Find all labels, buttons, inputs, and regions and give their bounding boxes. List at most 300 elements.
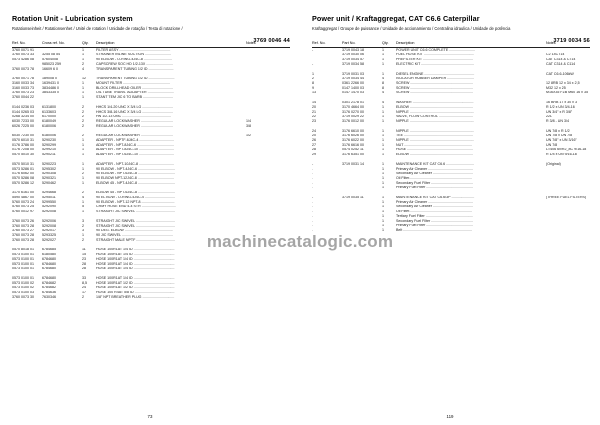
cell-description: NIPPLE ................................................................ (396, 119, 474, 123)
cell-part-no: 3760 0073 23 (12, 90, 34, 95)
cell-notes: C2 14CT14 (546, 52, 565, 57)
cell-description: SCREW ............................................................... (396, 86, 474, 90)
cell-part-no: 0361 2266 00 (342, 81, 364, 85)
cell-part-no: 0176 7208 00 (12, 147, 34, 152)
cell-qty: 1 (82, 233, 84, 237)
left-page-number: 73 (147, 414, 153, 419)
cell-cross-ref-no: 985023 259 (42, 62, 61, 66)
right-page (300, 0, 600, 425)
cell-description: ADAPTER - NPTF-6J4C-4 ................................... (96, 138, 175, 143)
cell-part-no: 5760 0073 24 (12, 200, 34, 204)
cell-qty: 1 (382, 167, 384, 171)
cell-cross-ref-no: 5299550 (42, 200, 56, 204)
cell-qty: 2 (82, 133, 84, 138)
cell-part-no: 3719 0031 03 (342, 72, 364, 76)
cell-part-no: 3760 0073 78 (12, 66, 34, 71)
left-parts-table-body (12, 48, 290, 300)
cell-part-no: 0573 0100 03 (12, 290, 34, 295)
cell-qty: 3 (82, 228, 84, 233)
cell-qty: 1 (382, 138, 384, 143)
cell-qty: 2 (82, 109, 84, 114)
cell-ref-no: 20 (312, 105, 316, 109)
cell-notes: 3/8 (246, 124, 251, 128)
cell-cross-ref-no: 3255 08 54 (42, 52, 60, 57)
cell-ref-no: . (312, 214, 313, 218)
cell-description: Primary Fuel Filter ............................................... (396, 223, 474, 228)
cell-ref-no: 8 (312, 81, 314, 85)
cell-notes: UN 7/8 x UN 7/8 (546, 133, 573, 138)
cell-qty: 24 (82, 285, 86, 290)
cell-notes: (Original) (546, 162, 561, 166)
cell-description: Secondary Fuel Filter .......................................... (396, 218, 474, 223)
cell-description: 90 ELBOW - NPT-4J4C-6 ..................................... (96, 167, 175, 171)
column-header-notes: Notes (246, 42, 290, 48)
cell-description: NIPPLE ................................................................ (396, 109, 474, 114)
cell-qty: 1 (382, 57, 384, 62)
cell-qty: 5 (82, 204, 84, 209)
cell-description: SCREW ............................................................... (396, 90, 474, 95)
cell-description: STRAIGHT JIC SWIVEL ....................................... (96, 224, 175, 228)
cell-qty: 1 (82, 81, 84, 85)
cell-cross-ref-no: 5290211 (42, 152, 56, 157)
cell-part-no: 0147 1470 03 (342, 90, 364, 95)
cell-cross-ref-no: 5290230 (42, 138, 56, 143)
right-page-title: Power unit / Kraftaggregat, CAT C6.6 Caterpillar (312, 14, 480, 23)
cell-cross-ref-no: 3843335 0 (42, 90, 59, 95)
cell-part-no: 5760 0073 25 (12, 204, 34, 209)
column-header-part-no: Cross ref. No. (42, 42, 82, 48)
cell-ref-no: 14 (312, 100, 316, 105)
cell-description: Oil Filter............................................................... (396, 176, 473, 180)
cell-part-no: 0570 6010 31 (12, 138, 34, 143)
cell-description: PREFILTER KIT .................................................. (396, 57, 473, 62)
cell-part-no: 6030 7230 00 (12, 133, 34, 138)
left-page-subtitle-2 (12, 32, 290, 37)
cell-ref-no: . (312, 228, 313, 232)
cell-cross-ref-no: 6133603 (42, 109, 56, 114)
cell-description: HHCS 3/8-16 UNC X 3/4 LG ............................... (96, 109, 174, 114)
table-row (12, 124, 290, 129)
cell-qty: 1 (82, 176, 84, 180)
cell-description: SCREW ............................................................... (396, 81, 474, 85)
cell-description: ELBOW 45 - NPT-6J4C-8 ..................................... (96, 190, 175, 195)
cell-qty: 1 (82, 95, 84, 100)
cell-part-no: 0147 1400 03 (342, 86, 364, 90)
cell-description: Belt ..................................................................... (396, 228, 473, 232)
cell-ref-no: 26 (312, 138, 316, 143)
left-parts-table (12, 42, 290, 300)
cell-qty: 1 (82, 167, 84, 171)
left-page-title: Rotation Unit - Lubrication system (12, 14, 133, 23)
cell-ref-no: . (312, 223, 313, 228)
cell-part-no: 0573 0100 01 (12, 276, 34, 280)
cell-description: 90 ELBOW - O-RING-4J4C-8 ............................ (96, 57, 172, 62)
cell-description: FILTER ASSY ................................................... (96, 47, 171, 52)
cell-description: HOSE 100R1AT 1/4 ID ......................................... (96, 266, 175, 271)
cell-part-no: 3760 0044 22 (12, 95, 34, 100)
cell-part-no: 3176 6026 00 (342, 133, 364, 138)
cell-description: STRAIGHT MALE NPTF ....................................... (96, 238, 176, 242)
cell-description: ELBOW ............................................................... (396, 152, 473, 157)
cell-cross-ref-no: 6131800 (42, 105, 56, 109)
cell-part-no: 3176 6610 00 (342, 129, 364, 133)
cell-part-no: 0573 0100 01 (12, 252, 34, 257)
cell-qty: 2 (82, 105, 84, 109)
cell-qty: 1 (82, 52, 84, 57)
cell-part-no: 0570 5010 31 (12, 162, 34, 166)
cell-part-no: 3176 0012 00 (342, 119, 364, 123)
cell-description: NUT .................................................................... (396, 143, 473, 147)
cell-part-no: 3176 6022 00 (342, 138, 364, 143)
cell-description: STRAINER INLINE SUCTION .......................... (96, 52, 171, 57)
cell-qty: 1 (382, 185, 384, 190)
cell-part-no: 0570 5286 08 (12, 176, 34, 180)
cell-notes: CAT C314 & C114 (546, 62, 576, 66)
cell-ref-no: . (312, 209, 313, 214)
cell-notes: 22L (546, 114, 552, 119)
cell-qty: 1 (82, 162, 84, 166)
cell-cross-ref-no: 6784680 (42, 261, 56, 266)
cell-cross-ref-no: 5293325 (42, 233, 56, 237)
cell-cross-ref-no: 5292017 (42, 228, 56, 233)
cell-part-no: 0573 0100 02 (12, 281, 34, 285)
cell-cross-ref-no: 6180006 (42, 124, 56, 128)
cell-qty: 2 (82, 124, 84, 128)
cell-description: ISOLATOR RUBBER DAMPER ........................... (396, 76, 475, 81)
cell-ref-no: 24 (312, 129, 316, 133)
column-header-qty: Qty. (382, 42, 396, 48)
cell-qty: 1 (82, 86, 84, 90)
cell-qty: 17 (82, 290, 86, 295)
cell-notes: CAT C314 & C714 (546, 57, 576, 62)
cell-part-no: 3170 4664 00 (342, 105, 364, 109)
cell-part-no: 3760 0071 91 (12, 47, 34, 52)
cell-qty: 1 (382, 176, 384, 180)
cell-notes: M16X35 FZB M60 16 x 35 (546, 90, 588, 95)
cell-cross-ref-no: 6170000 (42, 114, 56, 119)
cell-ref-no: 9 (312, 86, 314, 90)
cell-cross-ref-no: 5295302 (42, 167, 56, 171)
cell-description: STRAIGHT JIC SWIVEL ....................................... (96, 219, 175, 223)
cell-description: FUEL HOSE KIT .................................................. (396, 52, 474, 57)
cell-qty: 1 (82, 181, 84, 185)
cell-part-no: 5590 4867 00 (12, 195, 34, 200)
cell-part-no: 0144 0265 03 (12, 109, 34, 114)
cell-description: HOSE .................................................................. (396, 147, 474, 152)
cell-part-no: 3719 0043 18 (342, 47, 364, 52)
cell-notes: R 1/2 x UN 3/4-16 (546, 105, 575, 109)
cell-part-no: 0570 5286 12 (12, 181, 34, 185)
cell-part-no: 0570 5010 30 (12, 152, 34, 157)
left-page-document-number: 3769 0046 44 (253, 38, 290, 44)
cell-ref-no: 21 (312, 109, 316, 114)
cell-notes: (THREE FUEL FILTERS) (546, 195, 587, 200)
cell-cross-ref-no: 1639431 0 (42, 81, 59, 85)
cell-part-no: 3719 0034 57 (342, 57, 364, 62)
cell-qty: 1 (82, 90, 84, 95)
cell-description: ELBOW 45 - NPT-4J4C-8 ..................................... (96, 181, 175, 185)
cell-qty: 4 (82, 66, 84, 71)
cell-description: VALVE, FLOW CONTROL .................................. (396, 114, 473, 119)
cell-qty: 4 (382, 76, 384, 81)
cell-description: HOSE 100R1AT 1/4 ID ......................................... (96, 247, 175, 252)
cell-description: ADAPTER - NPT-8J4C-6 ..................................... (96, 143, 174, 147)
right-page-subtitle: Kraftaggregat / Groupe de puissance / Unidade de accionamiento / Centralina idraulica / Unidade de potência (312, 26, 511, 31)
cell-notes: R 1/4 x UN 9/16-18 (546, 152, 577, 157)
cell-qty: 2 (82, 119, 84, 123)
cell-qty: 11 (82, 247, 86, 252)
cell-cross-ref-no: 6180006 (42, 133, 56, 138)
cell-qty: 1 (382, 62, 384, 66)
table-row (312, 153, 590, 158)
cell-qty: 1 (382, 162, 384, 166)
cell-qty: 1 (382, 129, 384, 133)
cell-ref-no: - (312, 47, 314, 52)
cell-description: BLOCK DRILLHEAD OILER ............................... (96, 86, 174, 90)
cell-qty: 12 (82, 76, 86, 81)
cell-cross-ref-no: 5290321 (42, 176, 56, 180)
cell-notes (546, 228, 590, 233)
cell-notes: UN 7/8 (546, 143, 558, 147)
cell-part-no: 3176 6351 00 (342, 152, 364, 157)
cell-qty: 1 (382, 209, 384, 214)
cell-description: Primary Fuel Filter ............................................... (396, 185, 474, 190)
cell-qty: 1 (82, 47, 84, 52)
cell-description: WASHER ............................................................. (396, 100, 474, 105)
cell-cross-ref-no: 3834486 0 (42, 86, 59, 90)
cell-notes: 1/4 (246, 119, 251, 123)
cell-description: REGULAR LOCKWASHER ................................ (96, 133, 173, 138)
cell-part-no: 0573 0100 01 (12, 266, 34, 271)
cell-cross-ref-no: 5292008 (42, 209, 56, 214)
cell-ref-no: 2 (312, 76, 314, 81)
cell-cross-ref-no: 6784682 (42, 281, 56, 285)
cell-cross-ref-no: 6784680 (42, 266, 56, 271)
cell-qty: 1 (382, 218, 384, 223)
cell-cross-ref-no: 6784680 (42, 257, 56, 261)
cell-ref-no: 27 (312, 143, 316, 147)
cell-cross-ref-no: 5290462 (42, 181, 56, 185)
cell-part-no: 3719 0031 14 (342, 162, 364, 166)
cell-description: Tertiary Fuel Filter ............................................... (396, 214, 473, 218)
cell-ref-no: 29 (312, 152, 316, 157)
cell-qty: 1 (382, 119, 384, 123)
cell-qty: 1 (82, 200, 84, 204)
cell-qty: 1 (382, 143, 384, 147)
cell-description: 90 ELBOW - NPT-12 NPT-8 ................................. (96, 200, 175, 204)
cell-qty: 4 (382, 90, 384, 95)
cell-notes: 1/2 (246, 133, 251, 138)
cell-qty: 2 (82, 171, 84, 176)
cell-description: Primary Air Cleaner ............................................. (396, 200, 474, 204)
cell-description: TRANSPARENT TUBING 1/2 ID ......................... (96, 66, 174, 71)
cell-description: MAINTENANCE KIT CAT C6.6 ............................ (396, 162, 475, 166)
cell-part-no: 0570 8018 01 (12, 247, 34, 252)
cell-ref-no: 13 (312, 90, 316, 95)
cell-ref-no: - (312, 195, 314, 200)
cell-part-no: 3760 0071 78 (12, 76, 34, 81)
cell-notes: R 3/8 - UN 3/4 (546, 119, 569, 123)
cell-description: HOSE 100R1AT 1/2 ID ......................................... (96, 285, 175, 290)
cell-part-no: 3176 6616 00 (342, 143, 364, 147)
cell-description: Secondary Air Cleaner ........................................ (396, 171, 473, 176)
cell-cross-ref-no: 6784685 (42, 247, 56, 252)
cell-description: HHCS 1/4-20 UNC X 3/4 LG ............................... (96, 105, 174, 109)
cell-qty: 1 (382, 214, 384, 218)
cell-qty: 2 (82, 114, 84, 119)
cell-ref-no: 23 (312, 119, 316, 123)
cell-cross-ref-no: 5290308 (42, 171, 56, 176)
cell-notes (246, 295, 290, 300)
cell-description: Secondary Air Cleaner ........................................ (396, 204, 473, 209)
cell-description: HN 1/2-13 UNC ................................................. (96, 114, 172, 119)
cell-qty: 2 (82, 224, 84, 228)
cell-part-no: 3176 0270 00 (342, 109, 364, 114)
cell-part-no: 3760 0073 33 (12, 52, 34, 57)
cell-description: HOSE 100R1AT 1/4 ID ......................................... (96, 252, 175, 257)
cell-qty: 1 (382, 109, 384, 114)
table-row (12, 295, 290, 300)
cell-qty: 4 (382, 100, 384, 105)
cell-part-no: 3719 0029 22 (342, 114, 364, 119)
cell-notes: 12 8RB 12 x 34 x 2,5 (546, 81, 580, 85)
column-header-notes: Notes (546, 42, 590, 48)
cell-qty: 15 (82, 252, 86, 257)
cell-description: 90 JIC SWIVEL ................................................... (96, 233, 173, 237)
cell-cross-ref-no: 6784682 (42, 285, 56, 290)
cell-part-no: 3719 0034 58 (342, 62, 364, 66)
cell-qty: 2 (82, 295, 84, 299)
cell-notes: L=406 6x/R2_8C 9/16-18 (546, 147, 587, 152)
cell-part-no: 3760 0073 28 (12, 224, 34, 228)
cell-ref-no: 28 (312, 147, 316, 152)
cell-qty: 3 (82, 219, 84, 223)
cell-description: NIPPLE ................................................................ (396, 138, 474, 143)
cell-description: ADAPTER - NPT-10J4C-8 ................................... (96, 162, 174, 166)
cell-description: REGULAR LOCKWASHER ................................ (96, 124, 173, 128)
right-page-document-number: 3719 0034 56 (553, 38, 590, 44)
cell-qty: 2 (82, 190, 84, 195)
cell-qty: 4 (82, 195, 84, 200)
cell-ref-no: . (312, 181, 313, 185)
cell-description: MAINTENANCE KIT CAT C6.6/3P ....................... (396, 195, 475, 200)
cell-ref-no: . (312, 200, 313, 204)
cell-ref-no: . (312, 185, 313, 190)
cell-qty: 1 (82, 138, 84, 143)
cell-description: HOSE 100R1AT 1/2 ID ......................................... (96, 281, 175, 285)
cell-description: ELBOW ............................................................... (396, 105, 473, 109)
cell-part-no: 6026 7225 00 (12, 124, 34, 128)
cell-qty: 8 (382, 81, 384, 85)
cell-qty: 1 (382, 72, 384, 76)
cell-qty: 1 (382, 200, 384, 204)
cell-description: ELECTRIC KIT ..................................................... (396, 62, 475, 66)
cell-description: TRANSPARENT TUBING 1/2 ID .......................... (96, 76, 175, 81)
cell-qty: 1 (382, 171, 384, 176)
cell-part-no: 3760 0073 27 (12, 228, 34, 233)
cell-part-no: 5760 0012 97 (12, 209, 34, 214)
table-row (312, 228, 590, 233)
cell-description: TEE ..................................................................... (396, 133, 473, 138)
cell-part-no: 3760 0073 30 (12, 295, 34, 299)
cell-description: CRMY HOSE END 4-4 STR .................................. (96, 204, 176, 209)
cell-qty: 28 (82, 266, 86, 271)
cell-part-no: 3760 0073 28 (12, 233, 34, 237)
cell-qty: 1 (82, 147, 84, 152)
cell-qty: 1 (382, 133, 384, 138)
cell-cross-ref-no: 6180049 (42, 119, 56, 123)
cell-qty: 1 (382, 223, 384, 228)
site-watermark: machinecatalogic.com (206, 232, 394, 251)
cell-notes: M32 12 x 25 (546, 86, 566, 90)
cell-qty: 1 (382, 204, 384, 209)
cell-ref-no: . (312, 218, 313, 223)
cell-qty: 23 (82, 257, 86, 261)
cell-description: 1/8" NPT BREATHER PLUG ................................ (96, 295, 175, 299)
cell-description: NIPPLE ................................................................ (396, 129, 474, 133)
column-header-ref-no: Ref. No. (312, 42, 342, 48)
cell-part-no: 0573 0100 01 (12, 257, 34, 261)
cell-description: STANT TEM JIC 6 TO BARB .............................. (96, 95, 173, 100)
cell-description: 90 EL BOW - O-RING-4J4C-4 .............................. (96, 195, 175, 200)
left-page-subtitle: Rotationseinheit / Rotationsenhet / Unité de rotation / Unidade de rotação / Testa di rotazione / (12, 26, 183, 31)
cell-qty: 1 (382, 47, 384, 52)
cell-description: HOSE 100R1AT 1/4 ID ......................................... (96, 261, 175, 266)
cell-part-no: 0268 3234 00 (12, 114, 34, 119)
cell-cross-ref-no: 5292090 (42, 204, 56, 209)
cell-description: 90 ELBOW NPT-12J4C-8 .................................... (96, 176, 174, 180)
cell-notes: UN 3/4" x R 3/8" (546, 109, 573, 114)
cell-ref-no: . (312, 171, 313, 176)
cell-part-no: 3719 0030 06 (342, 52, 364, 57)
cell-description: HOSE 100R1AT 1/4 ID ......................................... (96, 257, 175, 261)
cell-part-no: 3760 0073 28 (12, 238, 34, 242)
cell-ref-no: 1 (312, 72, 314, 76)
right-parts-table (312, 42, 590, 233)
cell-cross-ref-no: 5290299 (42, 143, 56, 147)
cell-description: 90 DEG. ELBOW ................................................ (96, 228, 173, 233)
cell-description: HOSE 100 R4AT 5/8 ID ........................................ (96, 290, 175, 295)
cell-part-no: 3160 0033 73 (12, 86, 34, 90)
table-row (312, 119, 590, 124)
cell-ref-no: . (312, 176, 313, 180)
cell-part-no: 3760 0073 26 (12, 219, 34, 223)
cell-notes: UN 7/8 x R 1/2 (546, 129, 570, 133)
cell-cross-ref-no: 5292008 (42, 224, 56, 228)
cell-part-no: 6030 7233 00 (12, 119, 34, 123)
cell-qty: 1 (82, 57, 84, 62)
cell-description: Secondary Fuel Filter .......................................... (396, 181, 474, 185)
cell-description: MOUNT FILTER ............................................... (96, 81, 171, 85)
cell-qty: 1 (382, 105, 384, 109)
cell-cross-ref-no: 5292027 (42, 238, 56, 242)
column-header-part-no: Part No. (342, 42, 382, 48)
right-page-subtitle-2 (312, 32, 590, 37)
cell-ref-no: - (312, 62, 314, 66)
cell-qty: 8 (382, 86, 384, 90)
cell-qty: 1 (382, 114, 384, 119)
cell-part-no: 0573 4286 08 (12, 57, 34, 62)
cell-ref-no: . (312, 204, 313, 209)
cell-cross-ref-no: 5294668 (42, 190, 56, 195)
cell-cross-ref-no: 5290223 (42, 162, 56, 166)
cell-ref-no: 22 (312, 114, 316, 119)
cell-ref-no: - (312, 162, 314, 166)
cell-qty: 1 (382, 52, 384, 57)
cell-qty: 28 (82, 261, 86, 266)
cell-description: STRAIGHT JIC SWIVEL ....................................... (96, 209, 175, 214)
cell-qty: 1 (382, 147, 384, 152)
